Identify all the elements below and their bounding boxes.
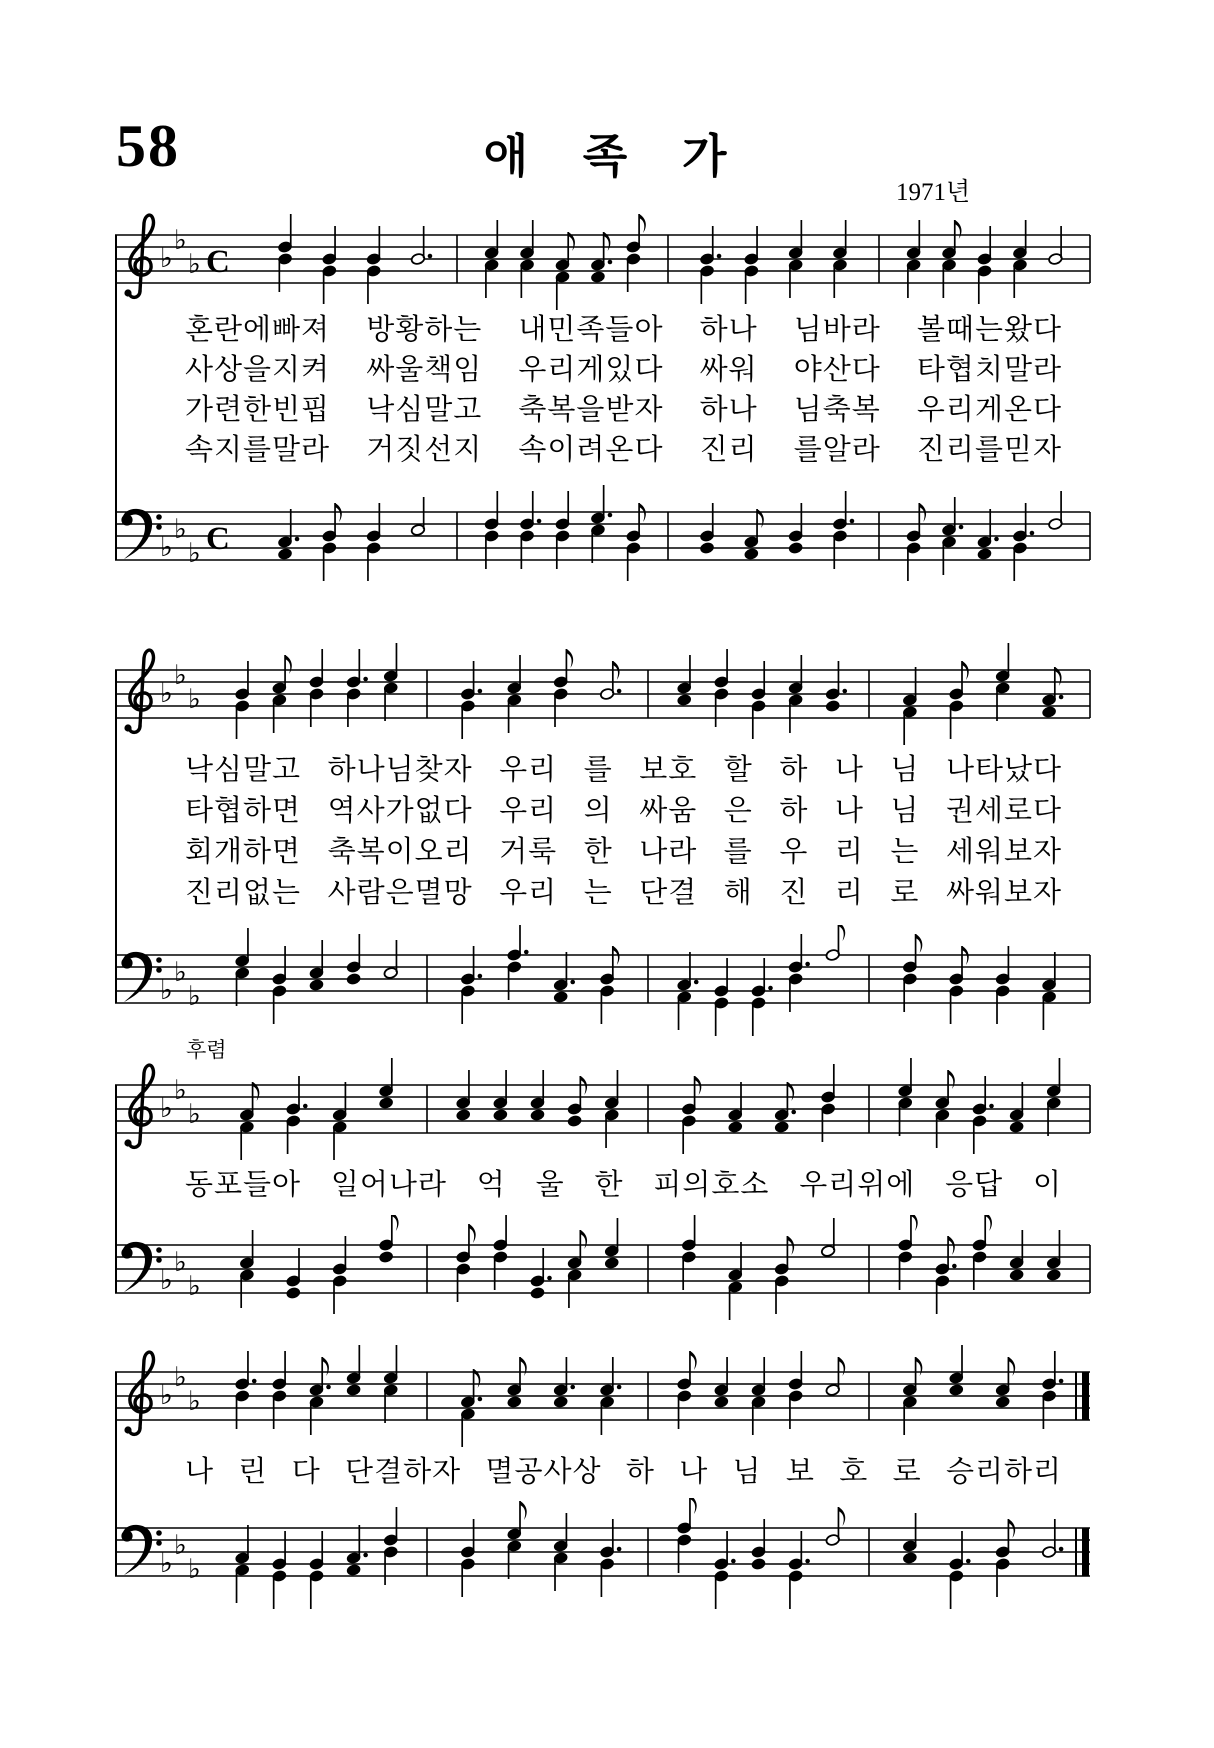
svg-text:C: C (206, 244, 230, 280)
svg-text:♭: ♭ (160, 1548, 173, 1579)
system-4-lyrics (185, 1452, 1062, 1492)
svg-text:C: C (206, 521, 230, 557)
svg-text:♭: ♭ (174, 1247, 187, 1278)
lyric-line-verse-4: 진리없는 사람은멸망 우리 는 단결 해 진 리 로 싸워보자 (185, 877, 1062, 909)
svg-text:♭: ♭ (188, 1386, 201, 1417)
svg-text:♭: ♭ (188, 1271, 201, 1302)
lyric-line-verse-1: 혼란에빠져 방황하는 내민족들아 하나 님바라 볼때는왔다 (185, 314, 1062, 346)
svg-text:♭: ♭ (188, 684, 201, 715)
system-3-lyrics (185, 1165, 1062, 1205)
svg-text:♭: ♭ (160, 1380, 173, 1411)
svg-text:♭: ♭ (188, 1554, 201, 1585)
svg-text:♭: ♭ (160, 1265, 173, 1296)
svg-text:♭: ♭ (174, 957, 187, 988)
svg-text:♭: ♭ (160, 975, 173, 1006)
chorus-label: 후렴 (186, 1038, 227, 1062)
svg-text:♭: ♭ (160, 532, 173, 563)
system-3-bass-staff (100, 1215, 1100, 1345)
system-4-bass-staff (100, 1498, 1100, 1628)
lyric-line-verse-1: 낙심말고 하나님찾자 우리 를 보호 할 하 나 님 나타났다 (185, 754, 1062, 786)
svg-text:♭: ♭ (174, 660, 187, 691)
page-title: 애 족 가 (483, 130, 731, 182)
hymn-number: 58 (116, 113, 180, 179)
svg-text:♭: ♭ (174, 1362, 187, 1393)
lyric-line-chorus: 동포들아 일어나라 억 울 한 피의호소 우리위에 응답 이 (185, 1169, 1062, 1201)
lyric-line-chorus: 나 린 다 단결하자 멸공사상 하 나 님 보 호 로 승리하리 (185, 1456, 1062, 1488)
year-label: 1971년 (896, 179, 971, 206)
svg-text:♭: ♭ (188, 538, 201, 569)
svg-text:♭: ♭ (174, 225, 187, 256)
system-1-bass-staff (100, 482, 1100, 612)
lyric-line-verse-4: 속지를말라 거짓선지 속이려온다 진리 를알라 진리를믿자 (185, 434, 1062, 466)
svg-text:♭: ♭ (174, 514, 187, 545)
lyric-line-verse-3: 가련한빈핍 낙심말고 축복을받자 하나 님축복 우리게온다 (185, 394, 1062, 426)
lyric-line-verse-2: 사상을지켜 싸울책임 우리게있다 싸워 야산다 타협치말라 (185, 354, 1062, 386)
svg-text:♭: ♭ (160, 243, 173, 274)
lyric-line-verse-3: 회개하면 축복이오리 거룩 한 나라 를 우 리 는 세워보자 (185, 836, 1062, 868)
lyric-line-verse-2: 타협하면 역사가없다 우리 의 싸움 은 하 나 님 권세로다 (185, 795, 1062, 827)
svg-text:♭: ♭ (188, 1099, 201, 1130)
svg-text:♭: ♭ (188, 249, 201, 280)
svg-text:♭: ♭ (188, 981, 201, 1012)
system-2-lyrics (185, 750, 1062, 914)
svg-text:♭: ♭ (160, 678, 173, 709)
svg-text:♭: ♭ (174, 1075, 187, 1106)
system-1-lyrics (185, 310, 1062, 470)
svg-text:♭: ♭ (160, 1093, 173, 1124)
system-2-bass-staff (100, 925, 1100, 1055)
svg-text:♭: ♭ (174, 1530, 187, 1561)
